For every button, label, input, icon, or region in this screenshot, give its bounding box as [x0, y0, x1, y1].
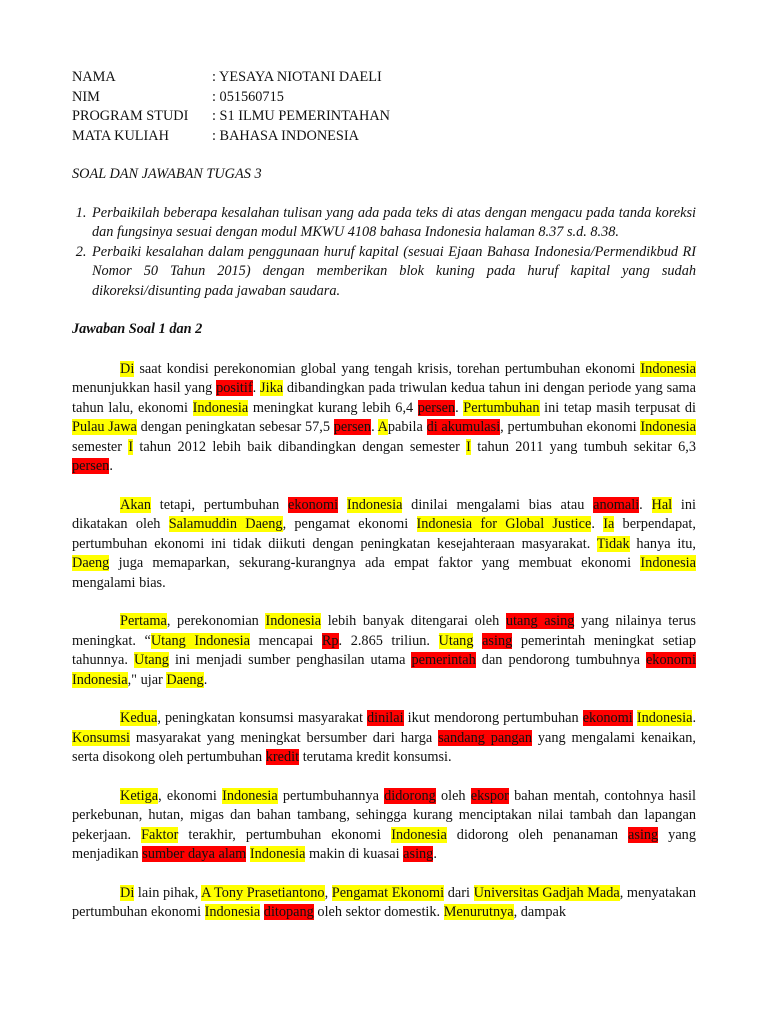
yellow-highlight: Pertumbuhan: [463, 399, 540, 416]
yellow-highlight: Di: [120, 360, 135, 377]
text-run: tahun 2011 yang tumbuh sekitar 6,3: [470, 438, 697, 455]
question-item: 1. Perbaikilah beberapa kesalahan tulisan yang ada pada teks di atas dengan mengacu pada tanda koreksi dan fungsinya sesuai dengan modul MKWU 4108 bahasa Indonesia halaman 8.37 s.d. 8.38.: [90, 204, 696, 243]
text-run: ikut mendorong pertumbuhan: [403, 710, 583, 726]
text-run: oleh sektor domestik.: [313, 904, 444, 920]
text-run: . 2.865 triliun.: [338, 632, 439, 649]
answer-paragraph: [72, 884, 696, 923]
yellow-highlight: Kedua: [120, 710, 158, 726]
text-run: yang nilainya terus meningkat. “: [72, 613, 696, 649]
red-highlight: persen: [333, 419, 372, 435]
text-run: mengalami bias.: [72, 574, 166, 591]
yellow-highlight: I: [466, 438, 471, 455]
text-run: , perekonomian: [166, 613, 266, 629]
text-run: yang mengalami kenaikan, serta disokong oleh pertumbuhan: [72, 729, 696, 765]
info-row-nim: [72, 88, 696, 108]
text-run: dibandingkan pada triwulan kedua tahun ini dengan periode yang sama tahun lalu, ekonomi: [72, 380, 697, 416]
text-run: .: [433, 846, 437, 862]
yellow-highlight: Indonesia: [346, 496, 403, 513]
text-run: .: [371, 419, 378, 435]
red-highlight: asing: [403, 846, 434, 862]
yellow-highlight: Faktor: [141, 826, 179, 843]
text-run: tahun 2012 lebih baik dibandingkan dengan semester: [133, 438, 467, 455]
text-run: bahan mentah, contohnya hasil perkebunan, hutan, migas dan bahan tambang, sehingga kurang menciptakan nilai tambah dan lapangan pekerjaan.: [72, 787, 696, 843]
text-run: .: [109, 458, 113, 474]
yellow-highlight: Tidak: [596, 535, 630, 552]
yellow-highlight: Indonesia: [72, 671, 128, 688]
text-run: pabila: [387, 419, 427, 435]
yellow-highlight: Daeng: [166, 671, 204, 688]
text-run: pemerintah meningkat setiap tahunnya.: [72, 632, 696, 668]
yellow-highlight: I: [128, 438, 134, 455]
yellow-highlight: Indonesia: [249, 846, 306, 862]
text-run: berpendapat, pertumbuhan ekonomi ini tidak diikuti dengan peningkatan kesejahteraan masyarakat.: [72, 516, 696, 552]
text-run: [338, 497, 347, 513]
text-run: .: [692, 710, 697, 726]
text-run: lebih banyak ditengarai oleh: [321, 613, 506, 629]
answer-paragraph: [72, 709, 696, 768]
red-highlight: persen: [417, 399, 456, 416]
text-run: makin di kuasai: [305, 846, 404, 862]
text-run: ,: [324, 884, 332, 901]
text-run: saat kondisi perekonomian global yang tengah krisis, torehan pertumbuhan ekonomi: [134, 360, 641, 377]
yellow-highlight: Indonesia: [204, 904, 261, 920]
yellow-highlight: A: [377, 419, 388, 435]
red-highlight: ekonomi: [645, 652, 696, 668]
text-run: ini dikatakan oleh: [72, 496, 697, 532]
info-value: : YESAYA NIOTANI DAELI: [212, 69, 382, 85]
text-run: tetapi, pertumbuhan: [150, 496, 289, 513]
red-highlight: ekonomi: [582, 710, 633, 726]
text-run: .: [203, 671, 208, 688]
red-highlight: pemerintah: [411, 652, 476, 668]
yellow-highlight: Indonesia: [222, 787, 278, 804]
yellow-highlight: Menurutnya: [443, 904, 514, 920]
red-highlight: ekspor: [470, 787, 509, 804]
info-value: : 051560715: [212, 88, 284, 105]
info-label: PROGRAM STUDI: [72, 108, 189, 124]
red-highlight: anomali: [593, 496, 640, 513]
red-highlight: persen: [72, 458, 110, 474]
text-run: dari: [444, 884, 474, 901]
info-value: : S1 ILMU PEMERINTAHAN: [212, 108, 390, 124]
yellow-highlight: Ketiga: [120, 787, 159, 804]
info-label: NAMA: [72, 69, 116, 85]
question-list: [72, 204, 696, 302]
yellow-highlight: Utang: [134, 652, 169, 668]
red-highlight: ekonomi: [288, 496, 339, 513]
info-row-program-studi: [72, 107, 696, 127]
yellow-highlight: Indonesia: [640, 555, 696, 571]
info-value: : BAHASA INDONESIA: [212, 127, 359, 144]
yellow-highlight: Indonesia: [640, 419, 696, 435]
text-run: ini tetap masih terpusat di: [539, 399, 696, 416]
red-highlight: asing: [628, 826, 659, 843]
yellow-highlight: Indonesia: [636, 710, 693, 726]
text-run: , menyatakan pertumbuhan ekonomi: [72, 884, 696, 920]
yellow-highlight: Ia: [603, 516, 615, 532]
yellow-highlight: Pulau Jawa: [72, 419, 137, 435]
red-highlight: sumber daya alam: [142, 846, 247, 862]
text-run: masyarakat yang meningkat bersumber dari harga: [130, 729, 439, 746]
yellow-highlight: Indonesia: [391, 826, 447, 843]
text-run: juga memaparkan, sekurang-kurangnya ada empat faktor yang membuat ekonomi: [109, 555, 641, 571]
text-run: , dampak: [513, 904, 566, 920]
text-run: hanya itu,: [629, 535, 697, 552]
text-run: , ekonomi: [158, 787, 223, 804]
red-highlight: utang asing: [505, 613, 575, 629]
text-run: .: [455, 399, 464, 416]
red-highlight: di akumulasi: [426, 419, 501, 435]
info-label: NIM: [72, 88, 100, 105]
text-run: terakhir, pertumbuhan ekonomi: [178, 826, 392, 843]
yellow-highlight: A Tony Prasetiantono: [201, 884, 325, 901]
text-run: dan pendorong tumbuhnya: [475, 652, 646, 668]
yellow-highlight: Indonesia: [640, 360, 696, 377]
yellow-highlight: Pengamat Ekonomi: [331, 884, 445, 901]
yellow-highlight: Indonesia for Global Justice: [416, 516, 592, 532]
text-run: terutama kredit konsumsi.: [299, 749, 452, 765]
info-row-nama: [72, 68, 696, 88]
text-run: menunjukkan hasil yang: [72, 380, 217, 396]
text-run: mencapai: [249, 632, 322, 649]
answer-paragraph: [72, 787, 696, 865]
red-highlight: sandang pangan: [438, 729, 533, 746]
answer-paragraph: [72, 612, 696, 690]
info-row-mata-kuliah: [72, 127, 696, 147]
yellow-highlight: Akan: [120, 496, 151, 513]
text-run: .: [639, 496, 652, 513]
text-run: semester: [72, 438, 129, 455]
text-run: oleh: [435, 787, 471, 804]
text-run: meningkat kurang lebih 6,4: [248, 399, 418, 416]
red-highlight: dinilai: [367, 710, 404, 726]
yellow-highlight: Indonesia: [265, 613, 322, 629]
document-title: SOAL DAN JAWABAN TUGAS 3: [72, 166, 262, 182]
student-info: [72, 68, 696, 146]
yellow-highlight: Utang Indonesia: [150, 632, 250, 649]
yellow-highlight: Jika: [260, 380, 284, 396]
text-run: didorong oleh penanaman: [446, 826, 629, 843]
red-highlight: kredit: [265, 749, 300, 765]
answer-paragraph: [72, 496, 696, 594]
yellow-highlight: Indonesia: [192, 399, 249, 416]
text-run: lain pihak,: [134, 884, 202, 901]
yellow-highlight: Daeng: [72, 555, 110, 571]
text-run: ," ujar: [127, 671, 167, 688]
red-highlight: didorong: [384, 787, 436, 804]
yellow-highlight: Utang: [438, 632, 474, 649]
red-highlight: asing: [482, 632, 513, 649]
text-run: dengan peningkatan sebesar 57,5: [136, 419, 334, 435]
yellow-highlight: Salamuddin Daeng: [168, 516, 283, 532]
text-run: , pengamat ekonomi: [282, 516, 417, 532]
text-run: yang menjadikan: [72, 826, 696, 862]
text-run: dinilai mengalami bias atau: [402, 496, 594, 513]
red-highlight: Rp: [321, 632, 339, 649]
answer-paragraph: [72, 360, 696, 477]
yellow-highlight: Universitas Gadjah Mada: [473, 884, 620, 901]
yellow-highlight: Hal: [651, 496, 673, 513]
text-run: pertumbuhannya: [277, 787, 385, 804]
red-highlight: ditopang: [263, 904, 314, 920]
text-run: , pertumbuhan ekonomi: [500, 419, 641, 435]
info-label: MATA KULIAH: [72, 127, 169, 144]
text-run: .: [252, 380, 261, 396]
question-item: 2. Perbaiki kesalahan dalam penggunaan huruf kapital (sesuai Ejaan Bahasa Indonesia/Permendikbud RI Nomor 50 Tahun 2015) dengan memberikan blok kuning pada huruf kapital yang sudah dikoreksi/disunting pada jawaban saudara.: [90, 243, 696, 302]
yellow-highlight: Di: [120, 884, 135, 901]
text-run: , peningkatan konsumsi masyarakat: [157, 710, 368, 726]
text-run: ini menjadi sumber penghasilan utama: [168, 652, 412, 668]
text-run: .: [591, 516, 604, 532]
text-run: [473, 633, 482, 649]
yellow-highlight: Pertama: [120, 613, 167, 629]
yellow-highlight: Konsumsi: [72, 729, 130, 746]
answer-title: Jawaban Soal 1 dan 2: [72, 321, 203, 337]
red-highlight: positif: [216, 380, 253, 396]
